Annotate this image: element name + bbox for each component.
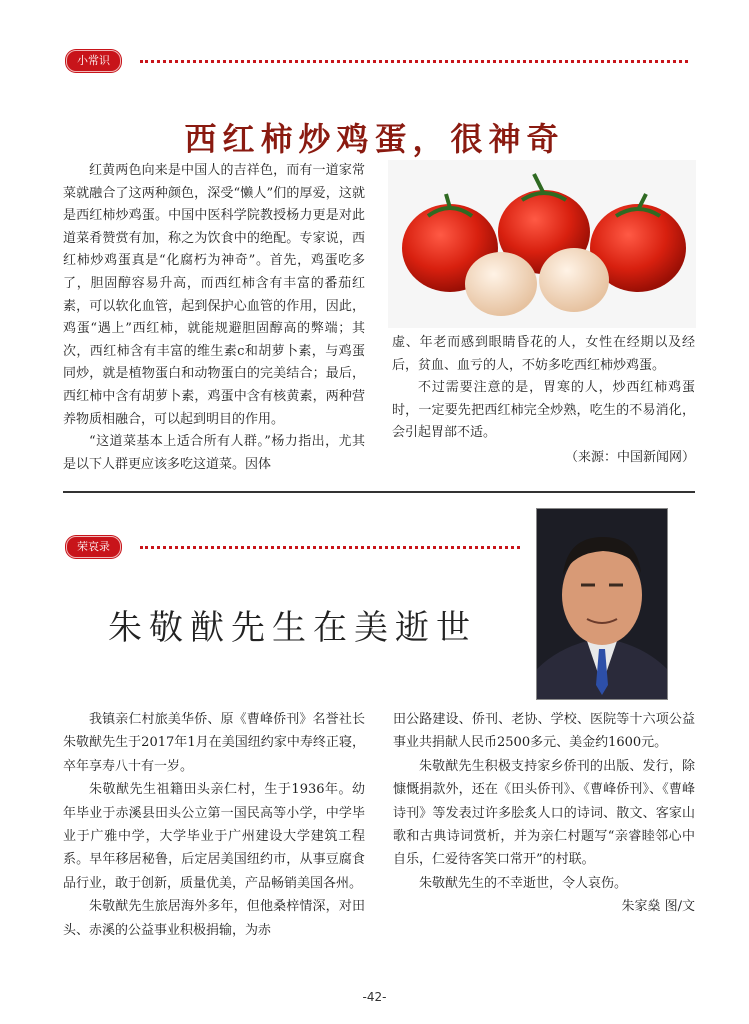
section-badge-tips: 小常识 bbox=[66, 50, 121, 72]
paragraph: 我镇亲仁村旅美华侨、原《曹峰侨刊》名誉社长朱敬猷先生于2017年1月在美国纽约家中寿终正寝，卒年享寿八十有一岁。 bbox=[63, 712, 365, 774]
article-column-left bbox=[63, 160, 365, 476]
article-column-right bbox=[392, 332, 695, 470]
header-divider bbox=[140, 60, 688, 63]
byline: 朱家燊 图/文 bbox=[621, 899, 695, 915]
paragraph: 朱敬猷先生积极支持家乡侨刊的出版、发行，除慷慨捐款外，还在《田头侨刊》、《曹峰侨刊》、《曹峰诗刊》等发表过许多脍炙人口的诗词、散文、客家山歌和古典诗词赏析，并为亲仁村题写“亲睿睦邻心中自乐，仁爱待客笑口常开”的村联。 bbox=[393, 758, 695, 868]
tomato-egg-photo bbox=[388, 160, 696, 328]
paragraph: 虚、年老而感到眼睛昏花的人，女性在经期以及经后，贫血、血亏的人，不妨多吃西红柿炒鸡蛋。 bbox=[392, 335, 695, 373]
obituary-header-divider bbox=[140, 546, 520, 549]
paragraph: 朱敬猷先生旅居海外多年，但他桑梓情深，对田头、赤溪的公益事业积极捐输，为赤 bbox=[63, 899, 365, 938]
obituary-column-right bbox=[393, 708, 695, 919]
paragraph: 田公路建设、侨刊、老协、学校、医院等十六项公益事业共捐献人民币2500多元、美金约1600元。 bbox=[393, 712, 695, 751]
portrait-photo bbox=[536, 508, 668, 700]
egg-right bbox=[539, 248, 609, 312]
paragraph: 朱敬猷先生的不幸逝世，令人哀伤。 bbox=[419, 875, 628, 891]
paragraph: 朱敬猷先生祖籍田头亲仁村，生于1936年。幼年毕业于赤溪县田头公立第一国民高等小学，中学毕业于广雅中学，大学毕业于广州建设大学建筑工程系。早年移居秘鲁，后定居美国纽约市，从事豆腐食品行业，敢于创新，质量优美，产品畅销美国各州。 bbox=[63, 782, 365, 891]
paragraph: 不过需要注意的是，胃寒的人，炒西红柿鸡蛋时，一定要先把西红柿完全炒熟，吃生的不易消化，会引起胃部不适。 bbox=[392, 380, 695, 441]
section-divider bbox=[63, 491, 695, 493]
section-badge-obituary: 荣哀录 bbox=[66, 536, 121, 558]
article-title-obituary: 朱敬猷先生在美逝世 bbox=[108, 608, 477, 648]
source-credit: （来源：中国新闻网） bbox=[564, 449, 695, 465]
page-number: -42- bbox=[362, 990, 387, 1004]
paragraph: “这道菜基本上适合所有人群。”杨力指出，尤其是以下人群更应该多吃这道菜。因体 bbox=[63, 434, 365, 472]
obituary-column-left bbox=[63, 708, 365, 942]
egg-left bbox=[465, 252, 537, 316]
article-title-tomato-egg: 西红柿炒鸡蛋，很神奇 bbox=[184, 120, 565, 158]
paragraph: 红黄两色向来是中国人的吉祥色，而有一道家常菜就融合了这两种颜色，深受“懒人”们的厚爱，这就是西红柿炒鸡蛋。中国中医科学院教授杨力更是对此道菜肴赞赏有加，称之为饮食中的绝配。专家说，西红柿炒鸡蛋真是“化腐朽为神奇”。首先，鸡蛋吃多了，胆固醇容易升高，而西红柿含有丰富的番茄红素，可以软化血管，起到保护心血管的作用，因此，鸡蛋“遇上”西红柿，就能规避胆固醇高的弊端；其次，西红柿含有丰富的维生素c和胡萝卜素，与鸡蛋同炒，就是植物蛋白和动物蛋白的完美结合；最后，西红柿中含有胡萝卜素，鸡蛋中含有核黄素，两种营养物质相融合，可以起到明目的作用。 bbox=[63, 163, 365, 427]
